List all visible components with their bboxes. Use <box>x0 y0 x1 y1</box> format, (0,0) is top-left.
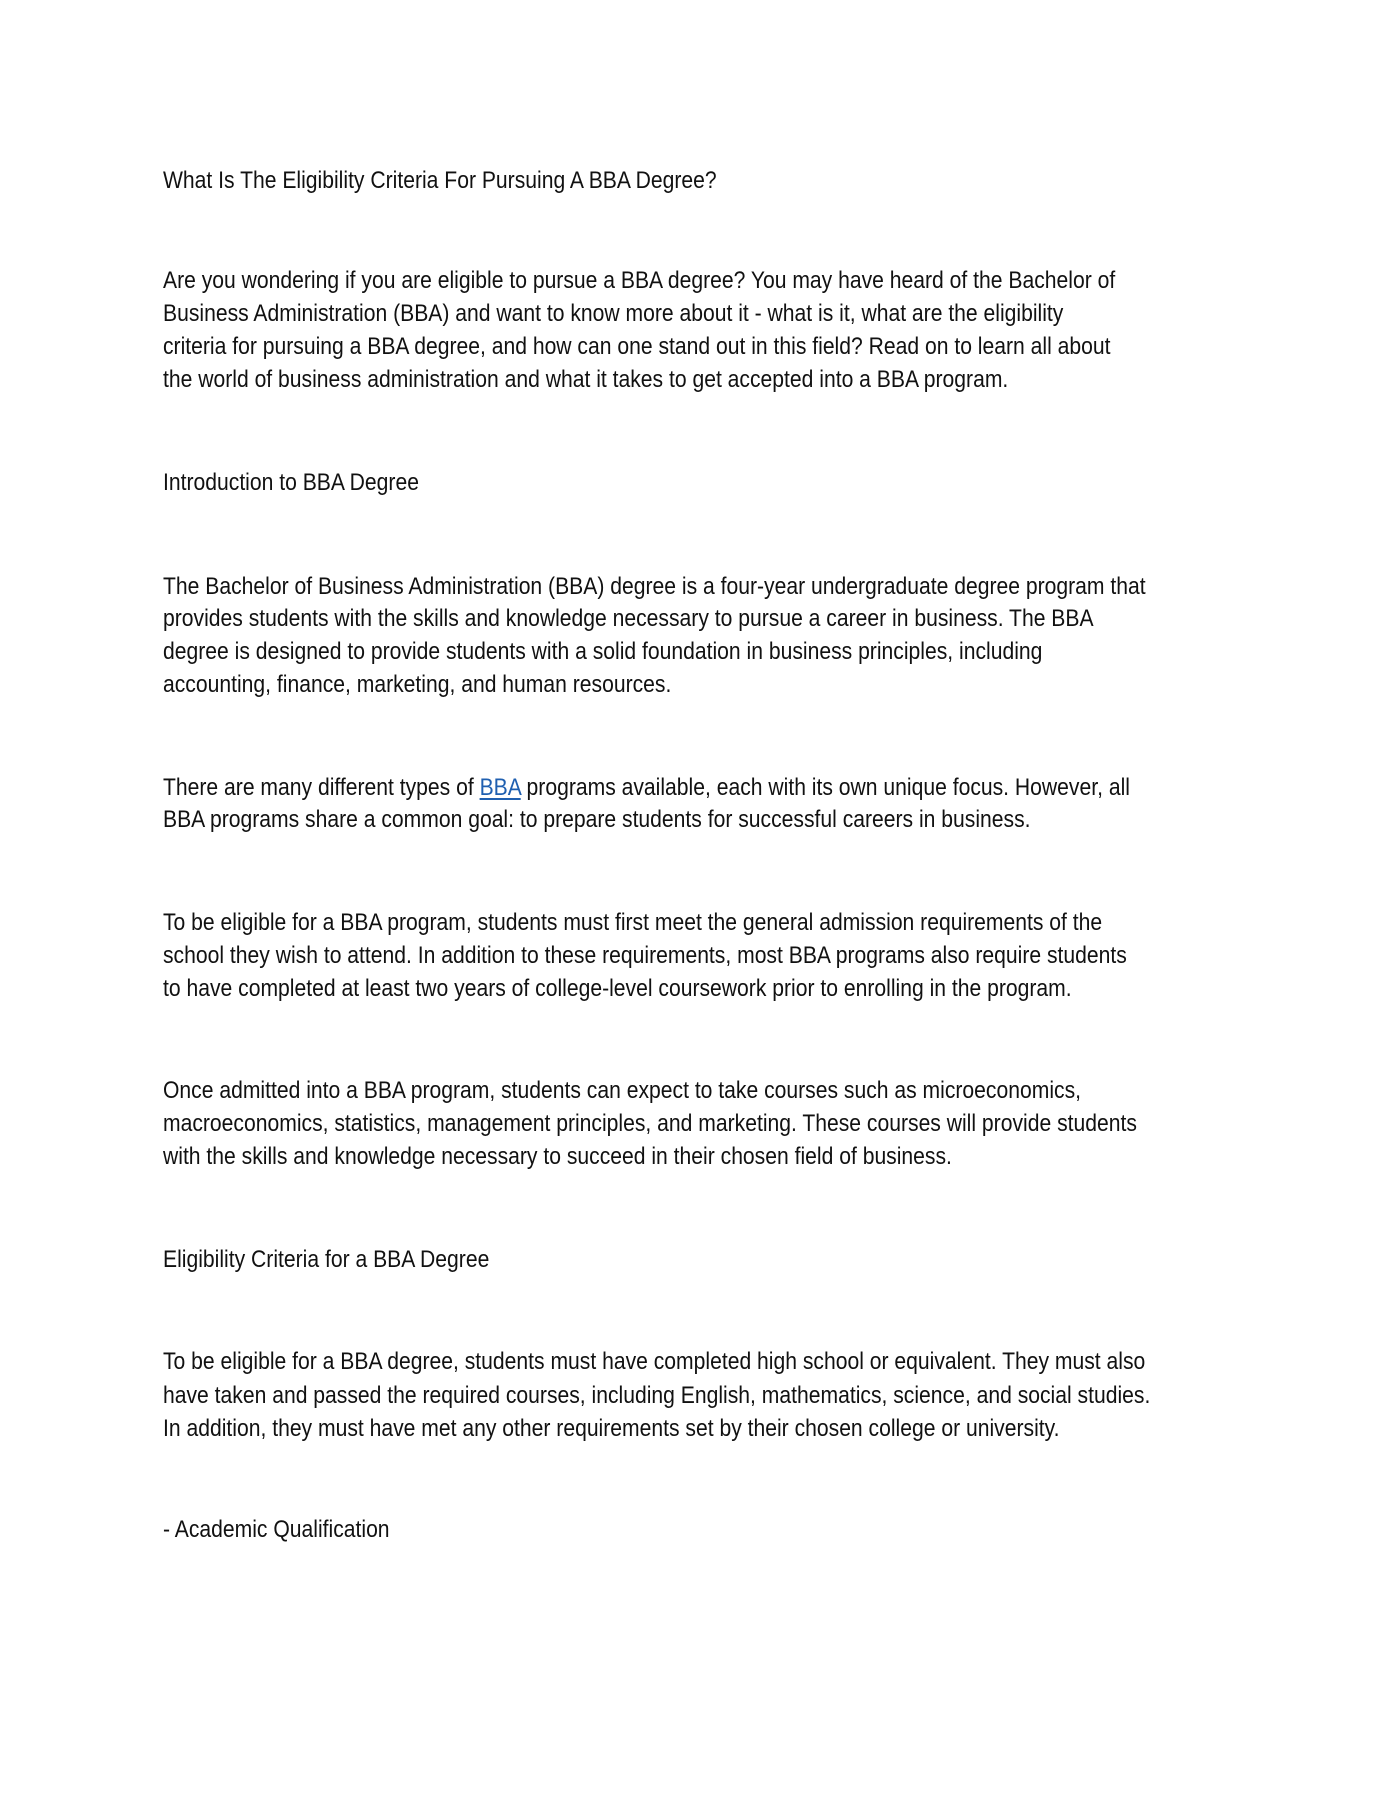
list-item-academic-qualification: - Academic Qualification <box>163 1516 390 1543</box>
section-heading-introduction: Introduction to BBA Degree <box>163 469 419 496</box>
section-heading-eligibility: Eligibility Criteria for a BBA Degree <box>163 1246 490 1273</box>
paragraph-line: degree is designed to provide students with a solid foundation in business principles, including <box>163 638 1043 665</box>
paragraph-line: Once admitted into a BBA program, students can expect to take courses such as microeconomics, <box>163 1077 1082 1104</box>
paragraph-line: macroeconomics, statistics, management principles, and marketing. These courses will provide students <box>163 1110 1137 1137</box>
text-segment: programs available, each with its own unique focus. However, all <box>520 774 1130 801</box>
paragraph-line: In addition, they must have met any other requirements set by their chosen college or university. <box>163 1415 1060 1442</box>
paragraph-line: To be eligible for a BBA degree, students must have completed high school or equivalent. They must also <box>163 1348 1146 1375</box>
paragraph-line: with the skills and knowledge necessary to succeed in their chosen field of business. <box>163 1143 952 1170</box>
paragraph-line: provides students with the skills and knowledge necessary to pursue a career in business. The BBA <box>163 605 1094 632</box>
paragraph-line: have taken and passed the required courses, including English, mathematics, science, and social studies. <box>163 1382 1151 1409</box>
paragraph-line: The Bachelor of Business Administration (BBA) degree is a four-year undergraduate degree program that <box>163 573 1146 600</box>
paragraph-line: criteria for pursuing a BBA degree, and how can one stand out in this field? Read on to learn all about <box>163 333 1111 360</box>
paragraph-line: Business Administration (BBA) and want to know more about it - what is it, what are the eligibility <box>163 300 1064 327</box>
paragraph-line: To be eligible for a BBA program, students must first meet the general admission requirements of the <box>163 909 1103 936</box>
text-segment: There are many different types of <box>163 774 480 801</box>
paragraph-line: accounting, finance, marketing, and human resources. <box>163 671 672 698</box>
paragraph-line: school they wish to attend. In addition to these requirements, most BBA programs also require students <box>163 942 1127 969</box>
document-title: What Is The Eligibility Criteria For Pursuing A BBA Degree? <box>163 167 717 194</box>
paragraph-line: BBA programs share a common goal: to prepare students for successful careers in business. <box>163 806 1031 833</box>
bba-link[interactable]: BBA <box>479 774 521 801</box>
paragraph-line: the world of business administration and what it takes to get accepted into a BBA program. <box>163 366 1009 393</box>
paragraph-line: to have completed at least two years of college-level coursework prior to enrolling in the program. <box>163 975 1072 1002</box>
paragraph-line: Are you wondering if you are eligible to pursue a BBA degree? You may have heard of the Bachelor of <box>163 267 1116 294</box>
paragraph-line <box>163 774 1130 802</box>
